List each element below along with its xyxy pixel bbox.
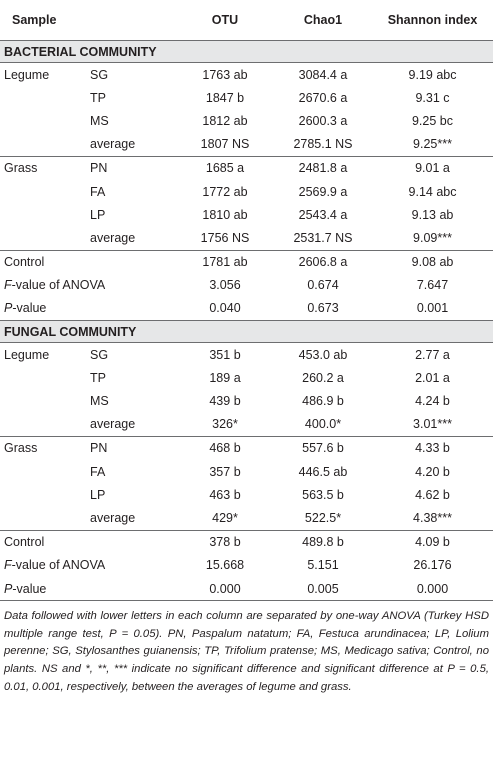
otu-cell: 1847 b [205, 90, 245, 105]
chao1-cell: 5.151 [307, 558, 339, 573]
otu-cell: 1812 ab [202, 113, 248, 128]
sub-label: SG [90, 67, 109, 82]
sub-label: LP [90, 207, 106, 222]
chao1-cell: 522.5* [304, 510, 342, 525]
sub-label: SG [90, 347, 109, 362]
table-row [0, 180, 493, 203]
table-row [0, 366, 493, 389]
sub-label: MS [90, 394, 109, 409]
shannon-cell: 3.01*** [413, 417, 452, 432]
shannon-cell: 9.14 abc [408, 184, 457, 199]
table-row [0, 389, 493, 412]
shannon-cell: 4.20 b [415, 464, 450, 479]
table-row [0, 506, 493, 530]
otu-cell: 1807 NS [200, 137, 250, 152]
shannon-cell: 2.01 a [415, 370, 450, 385]
shannon-cell: 9.01 a [372, 156, 493, 180]
sub-label: TP [90, 90, 106, 105]
stats-label: P-value [0, 577, 176, 601]
table-row [0, 436, 493, 460]
shannon-cell: 0.001 [416, 301, 449, 316]
shannon-cell: 0.000 [372, 577, 493, 601]
chao1-cell: 0.005 [274, 577, 372, 601]
otu-cell: 429* [212, 510, 238, 525]
chao1-cell: 2785.1 NS [293, 137, 353, 152]
table-row [0, 226, 493, 250]
section-header-bacterial [0, 41, 493, 63]
otu-cell: 439 b [209, 394, 241, 409]
shannon-cell: 4.33 b [372, 436, 493, 460]
otu-cell: 463 b [209, 487, 241, 502]
otu-cell: 1781 ab [176, 250, 274, 274]
table-row [0, 156, 493, 180]
stats-label: P-value [4, 301, 47, 316]
otu-cell: 15.668 [205, 558, 245, 573]
table-row [0, 203, 493, 226]
sub-label: PN [82, 436, 176, 460]
chao1-cell: 0.673 [307, 301, 339, 316]
sub-label: average [90, 137, 136, 152]
shannon-cell: 9.19 abc [408, 67, 457, 82]
otu-cell: 326* [212, 417, 238, 432]
header-sample: Sample [0, 0, 176, 41]
otu-cell: 1810 ab [202, 207, 248, 222]
group-label: Grass [0, 156, 82, 180]
chao1-cell: 446.5 ab [298, 464, 348, 479]
chao1-cell: 453.0 ab [298, 347, 348, 362]
otu-cell: 1763 ab [202, 67, 248, 82]
otu-cell: 1772 ab [202, 184, 248, 199]
stats-row-f-value [0, 554, 493, 577]
chao1-cell: 557.6 b [274, 436, 372, 460]
otu-cell: 1685 a [176, 156, 274, 180]
shannon-cell: 9.13 ab [411, 207, 454, 222]
shannon-cell: 26.176 [413, 558, 452, 573]
chao1-cell: 486.9 b [302, 394, 344, 409]
table-row [0, 63, 493, 87]
otu-cell: 1756 NS [200, 230, 250, 245]
shannon-cell: 4.38*** [413, 510, 452, 525]
chao1-cell: 2481.8 a [274, 156, 372, 180]
otu-cell: 468 b [176, 436, 274, 460]
sub-label: MS [90, 113, 109, 128]
shannon-cell: 4.09 b [372, 530, 493, 554]
group-label: Legume [4, 67, 50, 82]
chao1-cell: 563.5 b [302, 487, 344, 502]
stats-row-control [0, 250, 493, 274]
table-row [0, 343, 493, 367]
group-label: Grass [0, 436, 82, 460]
table-row [0, 413, 493, 437]
section-title: FUNGAL COMMUNITY [0, 321, 493, 343]
otu-cell: 378 b [176, 530, 274, 554]
otu-cell: 0.000 [176, 577, 274, 601]
chao1-cell: 3084.4 a [298, 67, 348, 82]
otu-cell: 351 b [209, 347, 241, 362]
group-label: Legume [4, 347, 50, 362]
shannon-cell: 9.09*** [413, 230, 452, 245]
otu-cell: 357 b [209, 464, 241, 479]
chao1-cell: 2670.6 a [298, 90, 348, 105]
header-shannon: Shannon index [372, 0, 493, 41]
chao1-cell: 2606.8 a [274, 250, 372, 274]
sub-label: FA [90, 464, 106, 479]
chao1-cell: 2569.9 a [298, 184, 348, 199]
otu-cell: 189 a [209, 370, 241, 385]
table-row [0, 483, 493, 506]
table-row [0, 109, 493, 132]
shannon-cell: 9.31 c [415, 90, 450, 105]
header-chao1: Chao1 [274, 0, 372, 41]
shannon-cell: 4.62 b [415, 487, 450, 502]
shannon-cell: 4.24 b [415, 394, 450, 409]
sub-label: LP [90, 487, 106, 502]
shannon-cell: 9.25*** [413, 137, 452, 152]
shannon-cell: 9.25 bc [411, 113, 453, 128]
shannon-cell: 9.08 ab [372, 250, 493, 274]
stats-label: Control [0, 250, 176, 274]
chao1-cell: 260.2 a [302, 370, 344, 385]
stats-label: F-value of ANOVA [4, 278, 106, 293]
sub-label: average [90, 510, 136, 525]
table-row [0, 133, 493, 157]
chao1-cell: 0.674 [307, 278, 339, 293]
stats-label: Control [0, 530, 176, 554]
shannon-cell: 7.647 [416, 278, 449, 293]
stats-row-control [0, 530, 493, 554]
sub-label: PN [82, 156, 176, 180]
stats-label: F-value of ANOVA [4, 558, 106, 573]
chao1-cell: 489.8 b [274, 530, 372, 554]
table-footnote: Data followed with lower letters in each column are separated by one-way ANOVA (Turkey HSD multiple range test, P = 0.05). PN, Paspalum natatum; FA, Festuca arundinacea; LP, Lolium perenne; SG, Stylosanthes guianensis; TP, Trifolium pratense; MS, Medicago sativa; Control, no plants. NS and *, **, *** indicate no significant difference and significant difference at P = 0.5, 0.01, 0.001, respectively, between the averages of legume and grass. [4, 610, 489, 693]
chao1-cell: 400.0* [304, 417, 342, 432]
chao1-cell: 2600.3 a [298, 113, 348, 128]
section-title: BACTERIAL COMMUNITY [0, 41, 493, 63]
table-row [0, 460, 493, 483]
otu-cell: 0.040 [209, 301, 241, 316]
otu-cell: 3.056 [209, 278, 241, 293]
stats-row-p-value [0, 297, 493, 321]
table-row [0, 86, 493, 109]
sub-label: FA [90, 184, 106, 199]
sub-label: average [90, 417, 136, 432]
stats-row-p-value [0, 577, 493, 601]
stats-row-f-value [0, 274, 493, 297]
header-otu: OTU [176, 0, 274, 41]
section-header-fungal [0, 321, 493, 343]
chao1-cell: 2543.4 a [298, 207, 348, 222]
sub-label: average [90, 230, 136, 245]
sub-label: TP [90, 370, 106, 385]
shannon-cell: 2.77 a [415, 347, 450, 362]
chao1-cell: 2531.7 NS [293, 230, 353, 245]
header-row [0, 0, 493, 41]
